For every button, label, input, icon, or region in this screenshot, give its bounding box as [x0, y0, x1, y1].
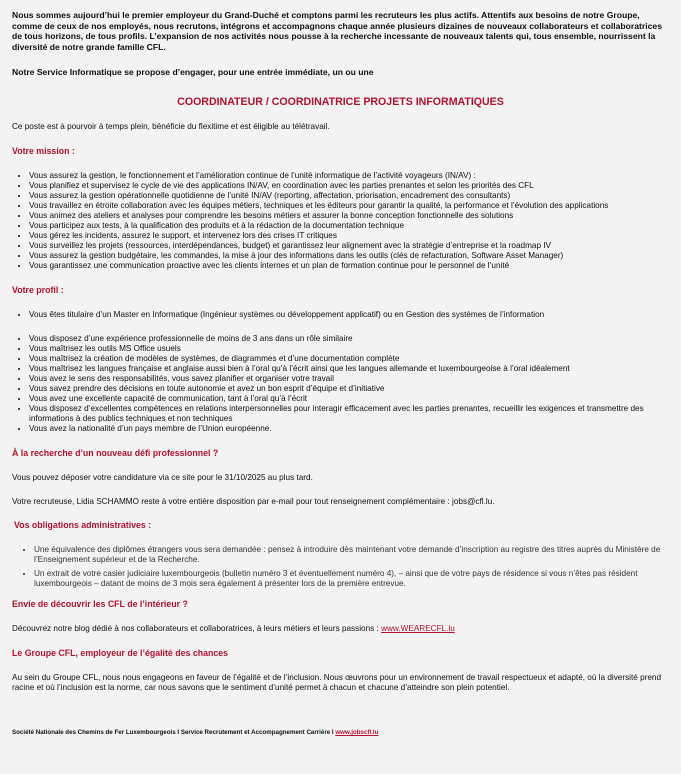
blog-text: [12, 624, 669, 634]
blog-title: Envie de découvrir les CFL de l’intérieur ?: [12, 599, 188, 610]
profile-item: • Vous maîtrisez les langues française et anglaise aussi bien à l’oral qu’à l’écrit ainsi que les langues allemande et luxembourgeoise à l’oral idéalement: [29, 364, 669, 374]
mission-item: • Vous garantissez une communication proactive avec les clients internes et un plan de formation continue pour le personnel de l’unité: [29, 261, 669, 271]
footer-text: Société Nationale des Chemins de Fer Luxembourgeois I Service Recrutement et Accompagnement Carrière I: [12, 729, 336, 737]
mission-title: Votre mission :: [12, 146, 75, 157]
conditions-text: Ce poste est à pourvoir à temps plein, bénéficie du flexitime et est éligible au télétravail.: [12, 122, 330, 132]
mission-item: • Vous assurez la gestion, le fonctionnement et l’amélioration continue de l’unité informatique de l’activité voyageurs (IN/AV) :: [29, 171, 669, 181]
profile-item: • Vous avez le sens des responsabilités, vous savez planifier et organiser votre travail: [29, 374, 669, 384]
obligation-item: • Un extrait de votre casier judiciaire luxembourgeois (bulletin numéro 3 et éventuellement numéro 4), – ainsi que de votre pays de résidence si vous n’êtes pas résident luxembourgeois – datant de moins de 3 mois sera également à présenter lors de la première entrevue.: [34, 569, 669, 589]
mission-item: • Vous travaillez en étroite collaboration avec les équipes métiers, techniques et les éditeurs pour garantir la qualité, la performance et l’évolution des applications: [29, 201, 669, 211]
mission-item: • Vous assurez la gestion budgétaire, les commandes, la mise à jour des informations dans les outils (clés de refacturation, Software Asset Manager): [29, 251, 669, 261]
mission-item: • Vous gérez les incidents, assurez le support, et intervenez lors des crises IT critiques: [29, 231, 669, 241]
profile-list-degree: [12, 310, 669, 320]
challenge-title: À la recherche d’un nouveau défi professionnel ?: [12, 448, 219, 459]
lead-sentence: Notre Service Informatique se propose d’engager, pour une entrée immédiate, un ou une: [12, 67, 374, 78]
obligations-title: Vos obligations administratives :: [14, 520, 152, 531]
mission-item: • Vous participez aux tests, à la qualification des produits et à la rédaction de la documentation technique: [29, 221, 669, 231]
intro-paragraph: Nous sommes aujourd’hui le premier employeur du Grand-Duché et comptons parmi les recruteurs les plus actifs. Attentifs aux besoins de notre Groupe, comme de ceux de nos employés, nous recrutons, intégrons et accompagnons chaque année plusieurs dizaines de nouveaux collaborateurs et collaboratrices de tous horizons, de tous profils. L’expansion de nos activités nous pousse à la recherche incessante de nouveaux talents qui, tous ensemble, nourrissent la diversité de notre grande famille CFL.: [12, 10, 662, 52]
mission-item: • Vous surveillez les projets (ressources, interdépendances, budget) et garantissez leur alignement avec la stratégie d’entreprise et la roadmap IV: [29, 241, 669, 251]
equality-title: Le Groupe CFL, employeur de l’égalité des chances: [12, 648, 229, 659]
profile-item: • Vous maîtrisez la création de modèles de systèmes, de diagrammes et d’une documentation complète: [29, 354, 669, 364]
equality-text: Au sein du Groupe CFL, nous nous engageons en faveur de l’égalité et de l’inclusion. Nous œuvrons pour un environnement de travail respectueux et adapté, où la diversité prend racine et où l’inclusion est la norme, car nous savons que le sentiment d’unité permet à chacun et chacune d’atteindre son plein potentiel.: [12, 673, 662, 693]
profile-item: • Vous êtes titulaire d’un Master en Informatique (Ingénieur systèmes ou développement applicatif) ou en Gestion des systèmes de l’information: [29, 310, 669, 320]
profile-item: • Vous avez une excellente capacité de communication, tant à l’oral qu’à l’écrit: [29, 394, 669, 404]
footer: [12, 729, 669, 736]
blog-link[interactable]: www.WEARECFL.lu: [381, 624, 455, 634]
profile-item: • Vous disposez d’excellentes compétences en relations interpersonnelles pour interagir efficacement avec les parties prenantes, recueillir les exigences et transmettre des informations à des publics techniques et non techniques: [29, 404, 669, 424]
mission-item: • Vous animez des ateliers et analyses pour comprendre les besoins métiers et assurer la bonne conception fonctionnelle des solutions: [29, 211, 669, 221]
profile-item: • Vous avez la nationalité d’un pays membre de l’Union européenne.: [29, 424, 669, 434]
profile-item: • Vous savez prendre des décisions en toute autonomie et avez un bon esprit d’équipe et d’initiative: [29, 384, 669, 394]
contact-text: Votre recruteuse, Lidia SCHAMMO reste à votre entière disposition par e-mail pour tout renseignement complémentaire : jobs@cfl.lu.: [12, 497, 495, 507]
deadline-text: Vous pouvez déposer votre candidature via ce site pour le 31/10/2025 au plus tard.: [12, 473, 313, 483]
profile-item: • Vous maîtrisez les outils MS Office usuels: [29, 344, 669, 354]
footer-link[interactable]: www.jobscfl.lu: [335, 729, 379, 737]
mission-list: [12, 171, 669, 271]
blog-description: Découvrez notre blog dédié à nos collaborateurs et collaboratrices, à leurs métiers et leurs passions :: [12, 624, 382, 634]
job-title: COORDINATEUR / COORDINATRICE PROJETS INFORMATIQUES: [177, 96, 504, 109]
profile-title: Votre profil :: [12, 285, 64, 296]
mission-item: • Vous assurez la gestion opérationnelle quotidienne de l’unité IN/AV (reporting, affectation, priorisation, encadrement des consultants): [29, 191, 669, 201]
profile-item: • Vous disposez d’une expérience professionnelle de moins de 3 ans dans un rôle similaire: [29, 334, 669, 344]
obligations-list: [12, 545, 669, 589]
mission-item: • Vous planifiez et supervisez le cycle de vie des applications IN/AV, en coordination avec les parties prenantes et selon les priorités des CFL: [29, 181, 669, 191]
obligation-item: • Une équivalence des diplômes étrangers vous sera demandée : pensez à introduire dès maintenant votre demande d’inscription au registre des titres auprès du Ministère de l’Enseignement supérieur et de la Recherche.: [34, 545, 669, 565]
profile-list-skills: [12, 334, 669, 434]
